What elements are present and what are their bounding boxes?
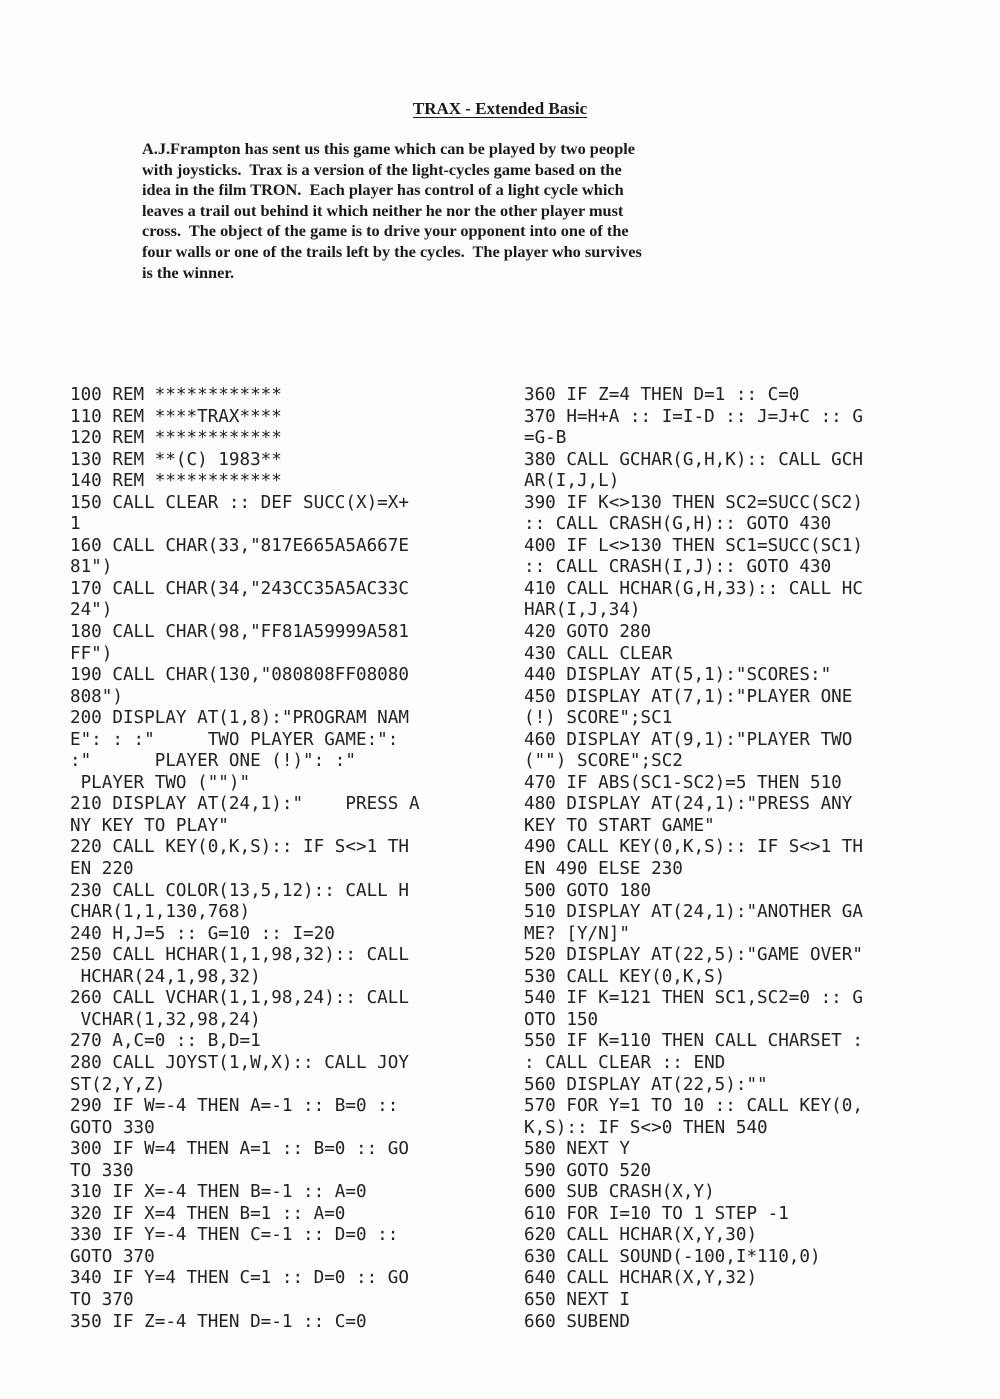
program-listing-left-column <box>70 385 420 1333</box>
code-line: 490 CALL KEY(0,K,S):: IF S<>1 TH <box>524 837 863 858</box>
code-line: HAR(I,J,34) <box>524 600 641 621</box>
code-line: 590 GOTO 520 <box>524 1160 652 1181</box>
code-line: 400 IF L<>130 THEN SC1=SUCC(SC1) <box>524 535 863 556</box>
code-line: TO 370 <box>70 1289 134 1310</box>
code-line: VCHAR(1,32,98,24) <box>70 1009 261 1030</box>
code-line: 660 SUBEND <box>524 1311 630 1332</box>
code-line: 81") <box>70 557 113 578</box>
code-line: 290 IF W=-4 THEN A=-1 :: B=0 :: <box>70 1096 399 1117</box>
code-line: HCHAR(24,1,98,32) <box>70 966 261 987</box>
code-line: FF") <box>70 643 113 664</box>
code-line: 620 CALL HCHAR(X,Y,30) <box>524 1225 758 1246</box>
code-line: K,S):: IF S<>0 THEN 540 <box>524 1117 768 1138</box>
code-line: TO 330 <box>70 1160 134 1181</box>
code-line: 630 CALL SOUND(-100,I*110,0) <box>524 1246 821 1267</box>
code-line: 250 CALL HCHAR(1,1,98,32):: CALL <box>70 945 409 966</box>
code-line: 210 DISPLAY AT(24,1):" PRESS A <box>70 794 420 815</box>
code-line: 170 CALL CHAR(34,"243CC35A5AC33C <box>70 578 409 599</box>
code-line: 480 DISPLAY AT(24,1):"PRESS ANY <box>524 794 853 815</box>
code-line: 440 DISPLAY AT(5,1):"SCORES:" <box>524 665 832 686</box>
program-listing-right-column <box>524 385 863 1333</box>
code-line: 220 CALL KEY(0,K,S):: IF S<>1 TH <box>70 837 409 858</box>
code-line: KEY TO START GAME" <box>524 815 715 836</box>
code-line: 570 FOR Y=1 TO 10 :: CALL KEY(0, <box>524 1096 863 1117</box>
code-line: GOTO 370 <box>70 1246 155 1267</box>
code-line: 610 FOR I=10 TO 1 STEP -1 <box>524 1203 789 1224</box>
code-line: :: CALL CRASH(G,H):: GOTO 430 <box>524 514 832 535</box>
code-line: ME? [Y/N]" <box>524 923 630 944</box>
code-line: 510 DISPLAY AT(24,1):"ANOTHER GA <box>524 902 863 923</box>
code-line: 180 CALL CHAR(98,"FF81A59999A581 <box>70 622 409 643</box>
code-line: 140 REM ************ <box>70 471 282 492</box>
code-line: 530 CALL KEY(0,K,S) <box>524 966 726 987</box>
code-line: GOTO 330 <box>70 1117 155 1138</box>
code-line: 240 H,J=5 :: G=10 :: I=20 <box>70 923 335 944</box>
code-line: 470 IF ABS(SC1-SC2)=5 THEN 510 <box>524 772 842 793</box>
code-line: 550 IF K=110 THEN CALL CHARSET : <box>524 1031 863 1052</box>
intro-paragraph: A.J.Frampton has sent us this game which can be played by two people with joysticks. Trax is a version of the light-cycles game based on the idea in the film TRON. Each player has control of a light cycle which leaves a trail out behind it which neither he nor the other player must cross. The object of the game is to drive your opponent into one of the four walls or one of the trails left by the cycles. The player who survives is the winner. <box>142 139 642 282</box>
code-line: 24") <box>70 600 113 621</box>
code-line: 150 CALL CLEAR :: DEF SUCC(X)=X+ <box>70 492 409 513</box>
code-line: 640 CALL HCHAR(X,Y,32) <box>524 1268 758 1289</box>
code-line: 460 DISPLAY AT(9,1):"PLAYER TWO <box>524 729 853 750</box>
code-line: CHAR(1,1,130,768) <box>70 902 251 923</box>
code-line: NY KEY TO PLAY" <box>70 815 229 836</box>
code-line: 540 IF K=121 THEN SC1,SC2=0 :: G <box>524 988 863 1009</box>
code-line: 130 REM **(C) 1983** <box>70 449 282 470</box>
code-line: EN 490 ELSE 230 <box>524 859 683 880</box>
code-line: 390 IF K<>130 THEN SC2=SUCC(SC2) <box>524 492 863 513</box>
code-line: 1 <box>70 514 81 535</box>
code-line: 200 DISPLAY AT(1,8):"PROGRAM NAM <box>70 708 409 729</box>
code-line: 420 GOTO 280 <box>524 622 652 643</box>
code-line: 270 A,C=0 :: B,D=1 <box>70 1031 261 1052</box>
code-line: 310 IF X=-4 THEN B=-1 :: A=0 <box>70 1182 367 1203</box>
code-line: 600 SUB CRASH(X,Y) <box>524 1182 715 1203</box>
code-line: 430 CALL CLEAR <box>524 643 673 664</box>
code-line: 450 DISPLAY AT(7,1):"PLAYER ONE <box>524 686 853 707</box>
code-line: 520 DISPLAY AT(22,5):"GAME OVER" <box>524 945 863 966</box>
code-line: ("") SCORE";SC2 <box>524 751 683 772</box>
code-line: 370 H=H+A :: I=I-D :: J=J+C :: G <box>524 406 863 427</box>
code-line: 230 CALL COLOR(13,5,12):: CALL H <box>70 880 409 901</box>
code-line: 190 CALL CHAR(130,"080808FF08080 <box>70 665 409 686</box>
article-title-text: TRAX - Extended Basic <box>412 99 588 118</box>
code-line: 340 IF Y=4 THEN C=1 :: D=0 :: GO <box>70 1268 409 1289</box>
code-line: AR(I,J,L) <box>524 471 620 492</box>
code-line: ST(2,Y,Z) <box>70 1074 166 1095</box>
code-line: 330 IF Y=-4 THEN C=-1 :: D=0 :: <box>70 1225 399 1246</box>
code-line: 110 REM ****TRAX**** <box>70 406 282 427</box>
code-line: 650 NEXT I <box>524 1289 630 1310</box>
code-line: :" PLAYER ONE (!)": :" <box>70 751 356 772</box>
code-line: : CALL CLEAR :: END <box>524 1052 726 1073</box>
code-line: 120 REM ************ <box>70 428 282 449</box>
code-line: 380 CALL GCHAR(G,H,K):: CALL GCH <box>524 449 863 470</box>
code-line: 100 REM ************ <box>70 385 282 405</box>
code-line: 300 IF W=4 THEN A=1 :: B=0 :: GO <box>70 1139 409 1160</box>
code-line: 280 CALL JOYST(1,W,X):: CALL JOY <box>70 1052 409 1073</box>
article-title <box>0 99 1000 119</box>
code-line: (!) SCORE";SC1 <box>524 708 673 729</box>
code-line: 500 GOTO 180 <box>524 880 652 901</box>
code-line: 160 CALL CHAR(33,"817E665A5A667E <box>70 535 409 556</box>
code-line: 808") <box>70 686 123 707</box>
code-line: 410 CALL HCHAR(G,H,33):: CALL HC <box>524 578 863 599</box>
code-line: =G-B <box>524 428 567 449</box>
code-line: 580 NEXT Y <box>524 1139 630 1160</box>
code-line: 560 DISPLAY AT(22,5):"" <box>524 1074 768 1095</box>
code-line: 350 IF Z=-4 THEN D=-1 :: C=0 <box>70 1311 367 1332</box>
code-line: OTO 150 <box>524 1009 599 1030</box>
code-line: E": : :" TWO PLAYER GAME:": <box>70 729 399 750</box>
code-line: 260 CALL VCHAR(1,1,98,24):: CALL <box>70 988 409 1009</box>
code-line: :: CALL CRASH(I,J):: GOTO 430 <box>524 557 832 578</box>
code-line: EN 220 <box>70 859 134 880</box>
code-line: 360 IF Z=4 THEN D=1 :: C=0 <box>524 385 800 405</box>
code-line: 320 IF X=4 THEN B=1 :: A=0 <box>70 1203 346 1224</box>
code-line: PLAYER TWO ("")" <box>70 772 251 793</box>
